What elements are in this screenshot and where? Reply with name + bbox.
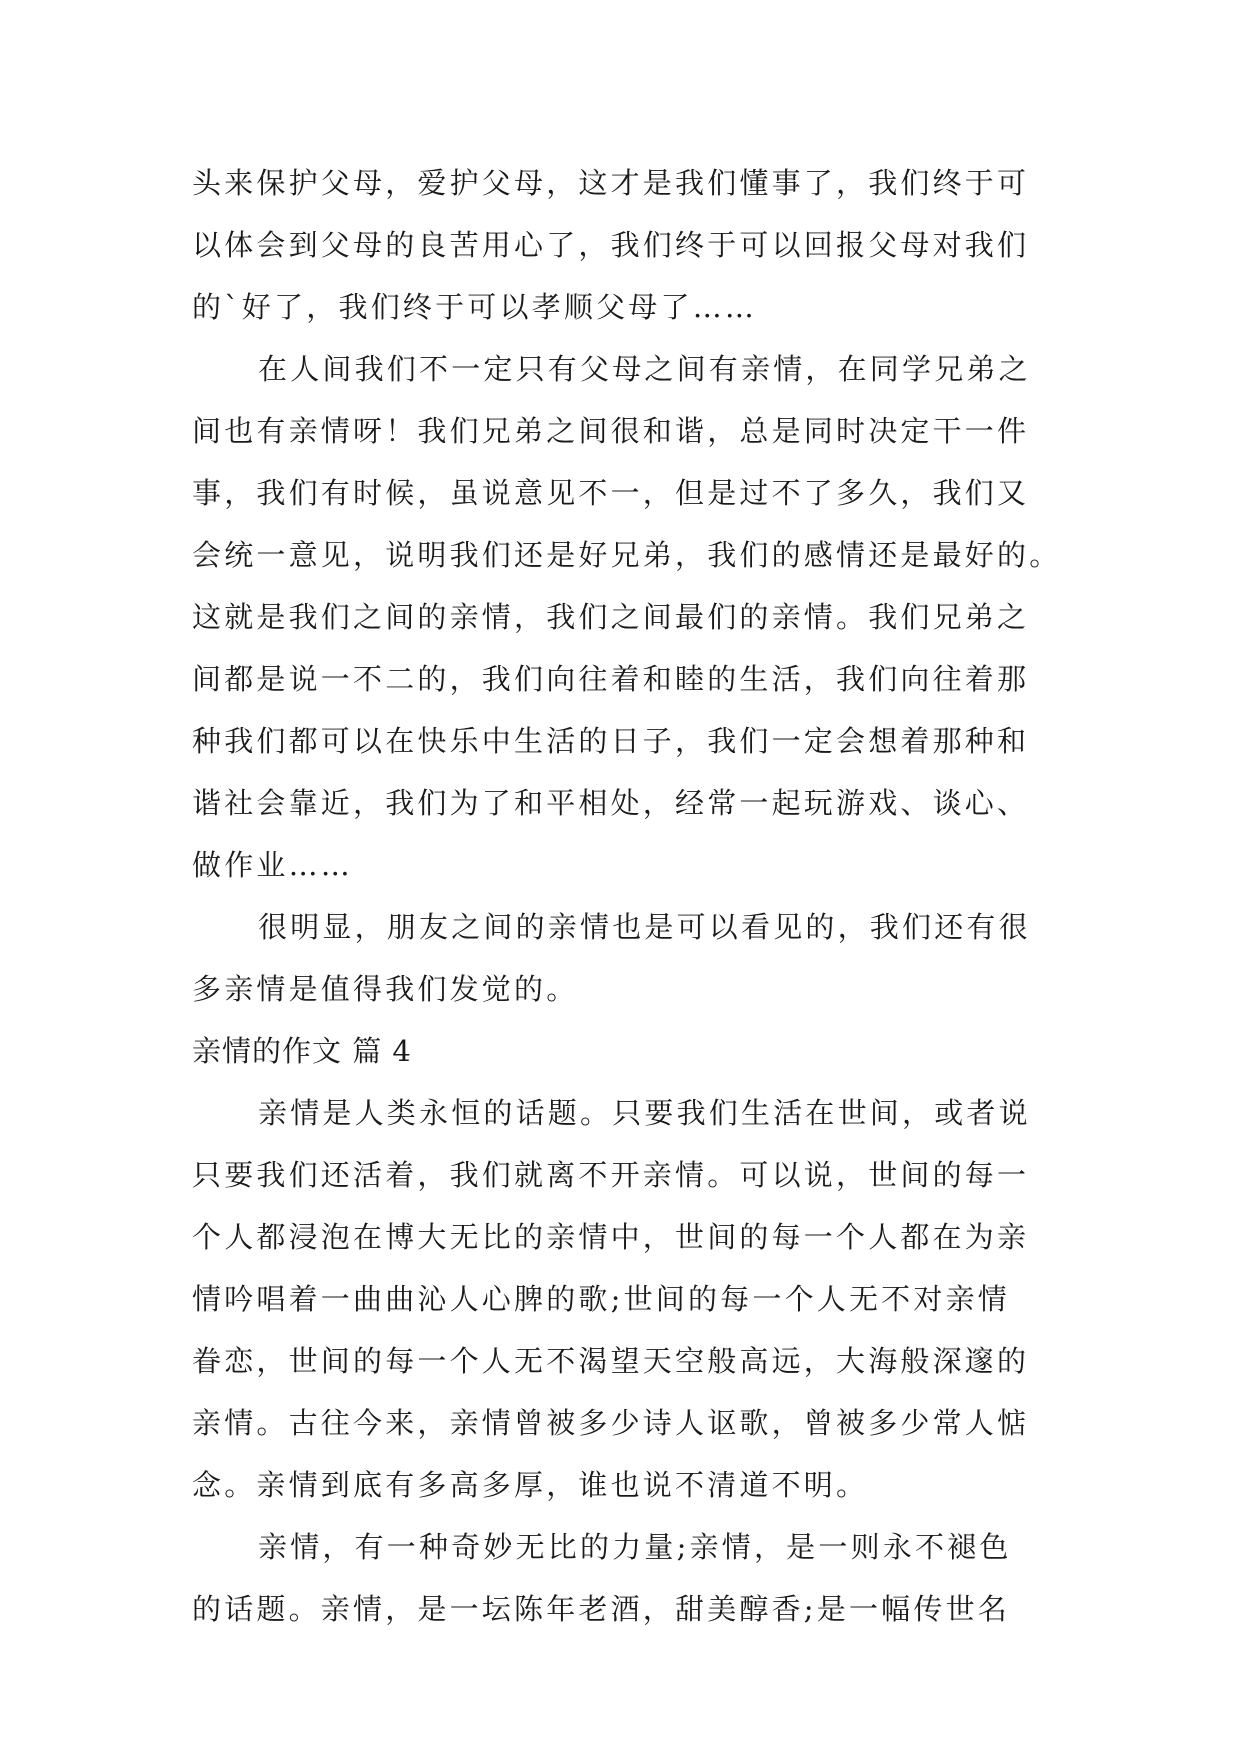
text-line: 以体会到父母的良苦用心了，我们终于可以回报父母对我们 xyxy=(192,228,1030,262)
text-line: 会统一意见，说明我们还是好兄弟，我们的感情还是最好的。 xyxy=(192,538,1062,572)
text-line: 种我们都可以在快乐中生活的日子，我们一定会想着那种和 xyxy=(192,724,1030,758)
document-body xyxy=(192,152,1072,1640)
text-line: 情吟唱着一曲曲沁人心脾的歌;世间的每一个人无不对亲情 xyxy=(192,1282,1010,1316)
text-line: 只要我们还活着，我们就离不开亲情。可以说，世间的每一 xyxy=(192,1158,1030,1192)
text-line: 做作业…… xyxy=(192,848,354,882)
text-line: 间也有亲情呀！我们兄弟之间很和谐，总是同时决定干一件 xyxy=(192,414,1030,448)
text-line: 间都是说一不二的，我们向往着和睦的生活，我们向往着那 xyxy=(192,662,1030,696)
text-line: 眷恋，世间的每一个人无不渴望天空般高远，大海般深邃的 xyxy=(192,1344,1030,1378)
section-heading: 亲情的作文 篇 4 xyxy=(192,1034,412,1068)
text-line: 的话题。亲情，是一坛陈年老酒，甜美醇香;是一幅传世名 xyxy=(192,1592,1010,1626)
text-line: 的`好了，我们终于可以孝顺父母了…… xyxy=(192,290,758,324)
text-line: 念。亲情到底有多高多厚，谁也说不清道不明。 xyxy=(192,1468,869,1502)
paragraph-start-line: 很明显，朋友之间的亲情也是可以看见的，我们还有很 xyxy=(258,910,1031,944)
paragraph-start-line: 亲情是人类永恒的话题。只要我们生活在世间，或者说 xyxy=(258,1096,1031,1130)
paragraph-start-line: 在人间我们不一定只有父母之间有亲情，在同学兄弟之 xyxy=(258,352,1031,386)
text-line: 谐社会靠近，我们为了和平相处，经常一起玩游戏、谈心、 xyxy=(192,786,1030,820)
text-line: 多亲情是值得我们发觉的。 xyxy=(192,972,579,1006)
text-line: 个人都浸泡在博大无比的亲情中，世间的每一个人都在为亲 xyxy=(192,1220,1030,1254)
text-line: 头来保护父母，爱护父母，这才是我们懂事了，我们终于可 xyxy=(192,166,1030,200)
text-line: 事，我们有时候，虽说意见不一，但是过不了多久，我们又 xyxy=(192,476,1030,510)
paragraph-start-line: 亲情，有一种奇妙无比的力量;亲情，是一则永不褪色 xyxy=(258,1530,1012,1564)
text-line: 亲情。古往今来，亲情曾被多少诗人讴歌，曾被多少常人惦 xyxy=(192,1406,1030,1440)
text-line: 这就是我们之间的亲情，我们之间最们的亲情。我们兄弟之 xyxy=(192,600,1030,634)
